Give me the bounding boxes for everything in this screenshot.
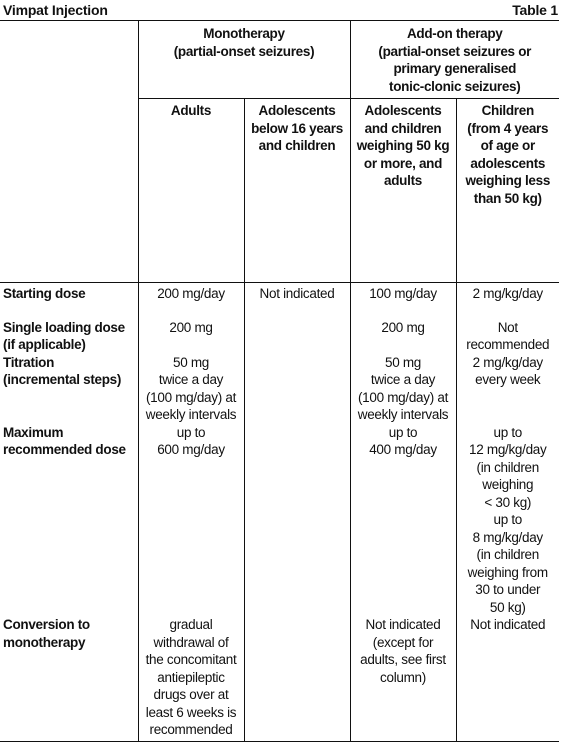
cell-adults: 50 mg twice a day (100 mg/day) at weekly intervals: [138, 354, 244, 424]
col-header-children: Children (from 4 years of age or adolescents weighing less than 50 kg): [456, 99, 559, 283]
table-row: [0, 354, 559, 424]
cell-children: up to 12 mg/kg/day (in children weighing < 30 kg) up to 8 mg/kg/day (in children weighing from 30 to under 50 kg): [467, 424, 548, 615]
cell-adolescents-below-16: [244, 303, 350, 354]
row-label: Titration (incremental steps): [0, 354, 138, 424]
table-title: Vimpat Injection: [3, 2, 108, 18]
row-label: Conversion to monotherapy: [0, 616, 138, 741]
cell-children: Not indicated: [456, 616, 559, 741]
cell-adolescents-below-16: [244, 616, 350, 741]
table-row: [0, 424, 559, 617]
corner-cell-lower: [0, 99, 138, 283]
row-label: Single loading dose (if applicable): [0, 303, 138, 354]
cell-adolescents-below-16: [244, 424, 350, 617]
col-header-adults: Adults: [138, 99, 244, 283]
cell-adolescents-50kg: Not indicated (except for adults, see first column): [350, 616, 456, 741]
row-label: Maximum recommended dose: [0, 424, 138, 617]
table-row: [0, 303, 559, 354]
cell-adults: 200 mg: [138, 303, 244, 354]
col-header-adolescents-50kg: Adolescents and children weighing 50 kg or more, and adults: [350, 99, 456, 283]
cell-adolescents-50kg: 200 mg: [350, 303, 456, 354]
col-header-adolescents-below-16: Adolescents below 16 years and children: [244, 99, 350, 283]
cell-adults: gradual withdrawal of the concomitant antiepileptic drugs over at least 6 weeks is recommended: [138, 616, 244, 741]
cell-adolescents-50kg: 50 mg twice a day (100 mg/day) at weekly intervals: [350, 354, 456, 424]
row-label: Starting dose: [0, 283, 138, 303]
table-row: [0, 616, 559, 741]
cell-children: 2 mg/kg/day: [472, 286, 543, 301]
table-row: [0, 283, 559, 303]
cell-children: Not recommended: [466, 319, 550, 352]
corner-cell: [0, 21, 138, 99]
cell-adolescents-below-16: Not indicated: [244, 283, 350, 303]
cell-adults: 200 mg/day: [138, 283, 244, 303]
cell-adolescents-50kg: 100 mg/day: [350, 283, 456, 303]
table-number: Table 1: [512, 2, 558, 18]
cell-adolescents-below-16: [244, 354, 350, 424]
addon-therapy-header: Add-on therapy (partial-onset seizures or primary generalised tonic-clonic seizures): [350, 21, 559, 99]
dosing-table: [0, 20, 559, 742]
cell-adults: up to 600 mg/day: [138, 424, 244, 617]
cell-adolescents-50kg: up to 400 mg/day: [350, 424, 456, 617]
monotherapy-header: Monotherapy (partial-onset seizures): [138, 21, 350, 99]
cell-children: 2 mg/kg/day every week: [472, 354, 543, 387]
